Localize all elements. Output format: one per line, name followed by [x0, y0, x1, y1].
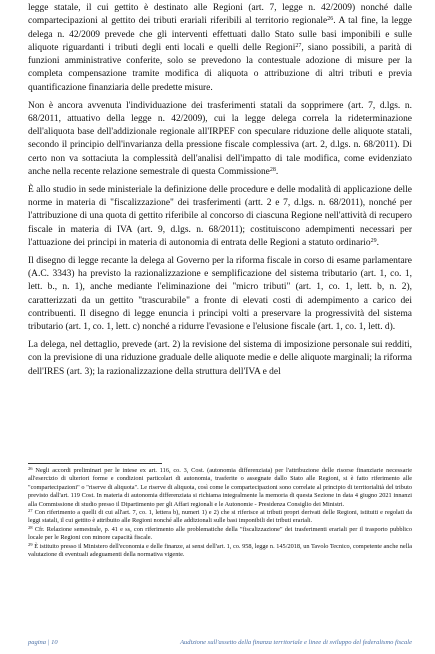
- paragraph-3-text: È allo studio in sede ministeriale la definizione delle procedure e delle modalità di applicazione delle norme in materia di "fiscalizzazione" dei trasferimenti (artt. 2 e 7, d.lgs. n. 68/2011), nonché per l'attribuzione di una quota di gettito riferibile al concorso di ciascuna Regione nell'attività di recupero fiscale in materia di IVA (art. 9, d.lgs. n. 68/2011); costituiscono adempimenti necessari per l'attuazione dei principi in materia di autonomia di entrata delle Regioni a statuto ordinario: [28, 184, 412, 249]
- running-title: Audizione sull'assetto della finanza territoriale e linee di sviluppo del federalismo fiscale: [180, 639, 412, 646]
- paragraph-5-text: La delega, nel dettaglio, prevede (art. 2) la revisione del sistema di imposizione personale sui redditi, con la previsione di una riduzione graduale delle aliquote medie e delle aliquote marginali; la riforma dell'IRES (art. 3); la razionalizzazione della struttura dell'IVA e del: [28, 340, 412, 377]
- footnote-number: 26: [28, 466, 33, 471]
- paragraph-1-part-a: legge statale, il cui gettito è destinato alle Regioni (art. 7, legge n. 42/2009) nonché dalle compartecipazioni al gettito dei tributi erariali riferibili al territorio regionale: [28, 3, 412, 27]
- paragraph-4: [28, 255, 412, 335]
- footnote-separator: [28, 463, 162, 464]
- paragraph-4-text: Il disegno di legge recante la delega al Governo per la riforma fiscale in corso di esame parlamentare (A.C. 3343) ha previsto la razionalizzazione e semplificazione del sistema tributario (art. 1, co. 1, lett. b., n. 1), anche mediante l'eliminazione dei "micro tributi" (art. 1, co. 1, lett. b, n. 2), caratterizzati da un gettito "trascurabile" a fronte di elevati costi di adempimento a carico dei contribuenti. Il disegno di legge enuncia i principi volti a preservare la progressività del sistema tributario (art. 1, co. 1, lett. c) nonché a ridurre l'evasione e l'elusione fiscale (art. 1, co. 1, lett. d).: [28, 255, 412, 333]
- footnote-number: 27: [28, 508, 33, 514]
- footnote-text: Cfr. Relazione semestrale, p. 41 e ss, con riferimento alle problematiche della "fiscalizzazione" dei trasferimenti erariali per il trasporto pubblico locale per le Regioni con minore capacità fiscale.: [28, 525, 412, 542]
- paragraph-5: [28, 339, 412, 379]
- footnote-text: È istituito presso il Ministero dell'economia e delle finanze, ai sensi dell'art. 1, co. 958, legge n. 145/2018, un Tavolo Tecnico, competente anche nella valutazione di eventuali adeguamenti della normativa vigente.: [28, 542, 413, 559]
- body-text: [28, 2, 412, 384]
- footnote-26: [28, 467, 412, 509]
- paragraph-1-part-c: , siano possibili, a parità di funzioni amministrative conferite, solo se prevedono la contestuale adozione di misure per la completa compensazione tramite modifica di aliquota o attribuzione di altri tributi e previa quantificazione finanziaria delle predette misure.: [28, 42, 412, 93]
- footnote-text: Negli accordi preliminari per le intese ex art. 116, co. 3, Cost. (autonomia differenziata) per l'attribuzione delle risorse finanziarie necessarie all'esercizio di ulteriori forme e condizioni particolari di autonomia, trasferite o assegnate dallo Stato alle Regioni, si è fatto riferimento alle "compartecipazioni" o "riserve di aliquota". Le riserve di aliquota, così come le compartecipazioni sono correlate al principio di territorialità del tributo previsto dall'art. 119 Cost. In materia di autonomia differenziata si richiama integralmente la memoria di questa Sezione in data 4 giugno 2021 innanzi alla Commissione di studio presso il Dipartimento per gli Affari regionali e le Autonomie - Presidenza Consiglio dei Ministri.: [28, 467, 413, 508]
- page-footer: [28, 638, 412, 648]
- paragraph-1-part-b: . A tal fine, la legge delega n. 42/2009 prevede che gli interventi effettuati dallo Stato sulle basi imponibili e sulle aliquote riguardanti i tributi degli enti locali e quelli delle Regioni: [28, 16, 412, 53]
- paragraph-2-part-b: .: [275, 167, 279, 178]
- footnote-number: 29: [28, 541, 33, 547]
- footnote-ref-28[interactable]: 28: [269, 167, 276, 174]
- footnote-ref-27[interactable]: 27: [295, 42, 302, 49]
- paragraph-2-part-a: Non è ancora avvenuta l'individuazione dei trasferimenti statali da sopprimere (art. 7, d.lgs. n. 68/2011, attuativo della legge n. 42/2009), cui la legge delega correla la rideterminazione dell'aliquota base dell'addizionale regionale all'IRPEF con speculare riduzione delle aliquote statali, secondo il principio dell'invarianza della pressione fiscale complessiva (art. 2, d.lgs. n. 68/2011). Di certo non va sottaciuta la complessità dell'analisi dell'impatto di tale modifica, come evidenziato anche nella recente relazione semestrale di questa Commissione: [28, 100, 412, 178]
- footnote-28: [28, 526, 412, 543]
- footnote-text: Con riferimento a quelli di cui all'art. 7, co. 1, lettera b), numeri 1) e 2) che si riferisce ai tributi propri derivati delle Regioni, istituiti e regolati da leggi statali, il cui gettito è attribuito alle Regioni nonché alle addizionali sulle basi imponibili dei tributi erariali.: [28, 509, 412, 525]
- footnote-ref-26[interactable]: 26: [327, 16, 334, 23]
- page-number: pagina | 10: [28, 639, 58, 646]
- footnote-number: 28: [28, 524, 33, 530]
- paragraph-1: [28, 2, 412, 95]
- footnote-ref-29[interactable]: 29: [370, 238, 377, 245]
- paragraph-3: [28, 184, 412, 250]
- footnote-29: [28, 543, 412, 560]
- footnote-27: [28, 509, 412, 526]
- footnotes: [28, 467, 412, 559]
- paragraph-2: [28, 100, 412, 180]
- paragraph-3-end: .: [376, 238, 380, 249]
